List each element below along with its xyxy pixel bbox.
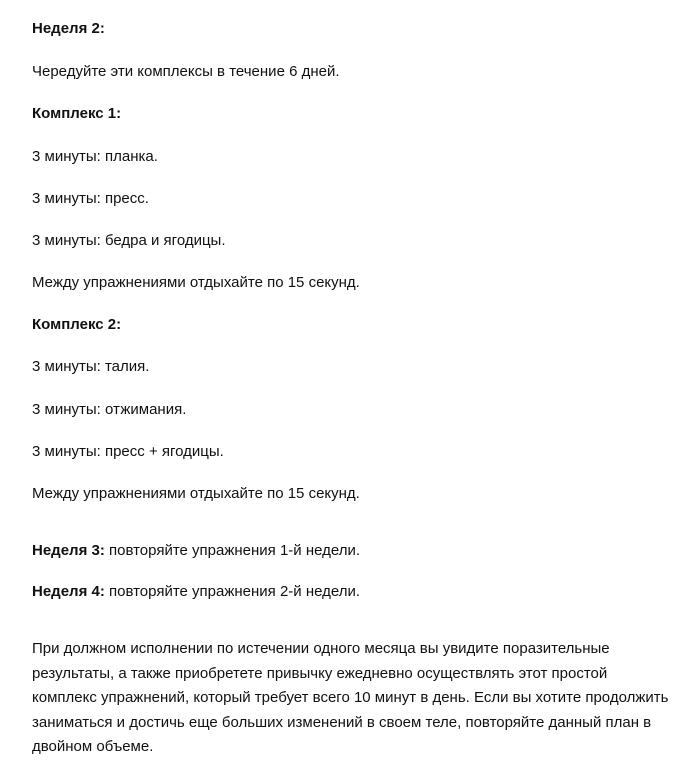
week4-line (32, 582, 360, 602)
complex2-item-1: 3 минуты: талия. (32, 358, 150, 375)
week3-label: Неделя 3: (32, 542, 105, 559)
complex1-item-1: 3 минуты: планка. (32, 148, 158, 165)
week3-text: повторяйте упражнения 1-й недели. (104, 542, 361, 559)
complex1-item-3: 3 минуты: бедра и ягодицы. (32, 232, 226, 249)
week2-heading: Неделя 2: (32, 20, 105, 37)
week4-label: Неделя 4: (32, 583, 105, 600)
complex2-rest: Между упражнениями отдыхайте по 15 секунд. (32, 485, 360, 502)
complex1-item-2: 3 минуты: пресс. (32, 190, 149, 207)
complex2-heading: Комплекс 2: (32, 316, 122, 333)
complex2-item-3: 3 минуты: пресс + ягодицы. (32, 443, 224, 460)
conclusion-paragraph: При должном исполнении по истечении одного месяца вы увидите поразительные результаты, а также приобретете привычку ежедневно осуществлять этот простой комплекс упражнений, который требует всего 10 минут в день. Если вы хотите продолжить заниматься и достичь еще больших изменений в своем теле, повторяйте данный план в двойном объеме. (32, 640, 669, 755)
complex1-rest: Между упражнениями отдыхайте по 15 секунд. (32, 274, 360, 291)
week3-line (32, 541, 360, 561)
complex2-item-2: 3 минуты: отжимания. (32, 401, 187, 418)
complex1-heading: Комплекс 1: (32, 105, 122, 122)
week2-intro: Чередуйте эти комплексы в течение 6 дней. (32, 63, 340, 80)
week4-text: повторяйте упражнения 2-й недели. (104, 583, 361, 600)
